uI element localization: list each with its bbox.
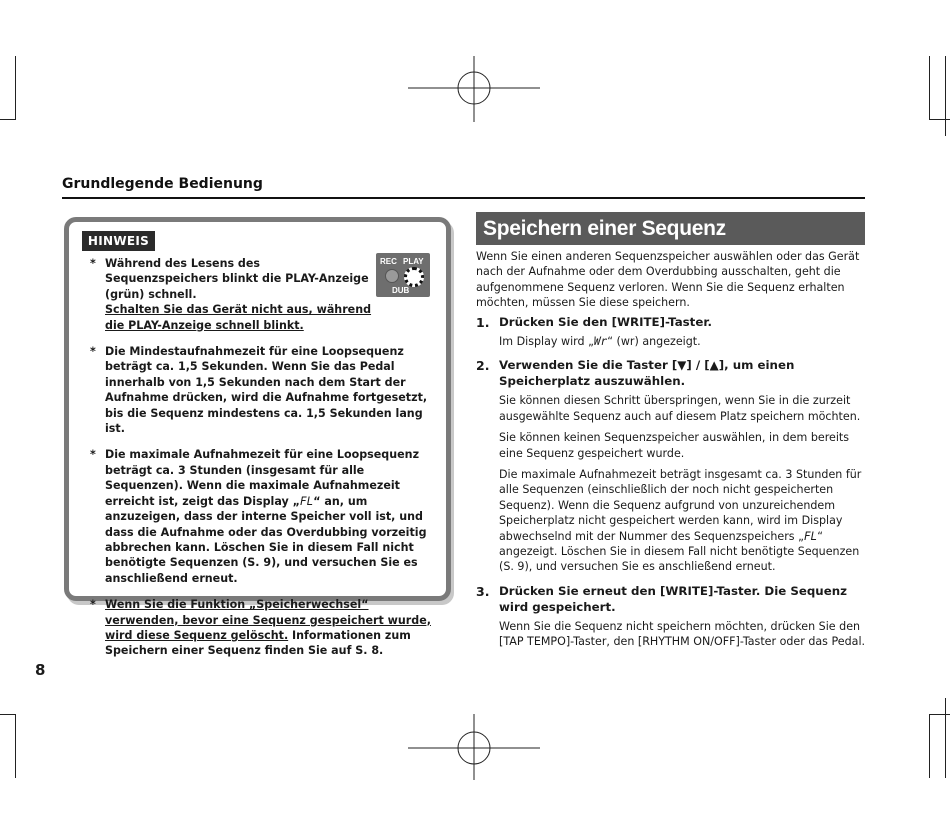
rec-label: REC — [380, 257, 397, 266]
step-title-text: ], um einen Speicherplatz auszuwählen. — [499, 358, 795, 389]
crop-mark — [929, 56, 930, 120]
crop-mark — [15, 714, 16, 778]
step-2 — [476, 357, 866, 574]
display-readout-fl: FL — [299, 494, 314, 508]
note-item — [90, 447, 432, 586]
step-paragraph: Sie können diesen Schritt überspringen, wenn Sie in die zurzeit ausgewählte Sequenz auch auf diesem Platz speichern möchten. — [499, 394, 861, 423]
crop-mark — [929, 714, 950, 715]
note-text: Informationen zum Speichern einer Sequenz finden Sie auf S. 8. — [105, 628, 411, 658]
note-list — [90, 256, 432, 670]
step-paragraph — [499, 467, 866, 575]
step-paragraph — [499, 334, 866, 349]
step-title-text: ] / [ — [686, 358, 710, 373]
step-paragraph: Wenn Sie die Sequenz nicht speichern möchten, drücken Sie den [TAP TEMPO]-Taster, den [RHYTHM ON/OFF]-Taster oder das Pedal. — [499, 619, 866, 649]
main-title: Speichern einer Sequenz — [476, 212, 865, 245]
note-text: Die maximale Aufnahmezeit für eine Loopsequenz beträgt ca. 3 Stunden (insgesamt für alle Sequenzen). Wenn die maximale Aufnahmezeit erreicht ist, zeigt das Display „ — [105, 448, 420, 508]
crop-mark — [945, 698, 946, 778]
star-bullet: * — [90, 345, 96, 359]
section-rule — [62, 197, 865, 199]
crop-mark — [0, 119, 16, 120]
note-text: “ an, um anzuzeigen, dass der interne Speicher voll ist, und dass die Aufnahme oder das Overdubbing vorzeitig abbrechen kann. Löschen Sie in diesem Fall nicht benötigte Sequenzen (S. 9), und versuchen Sie es anschließend erneut. — [105, 494, 427, 585]
step-text: “ angezeigt. Löschen Sie in diesem Fall nicht benötigte Sequenzen (S. 9), und versuchen Sie es anschließend erneut. — [499, 529, 860, 574]
step-title-text: Verwenden Sie die Taster [ — [499, 358, 678, 373]
steps-list — [476, 314, 866, 658]
step-3 — [476, 583, 866, 650]
note-text: Während des Lesens des Sequenzspeichers blinkt die PLAY-Anzeige (grün) schnell. — [105, 257, 369, 301]
note-item — [90, 597, 432, 659]
registration-mark-bottom — [408, 714, 540, 780]
display-readout-fl: FL — [803, 529, 818, 543]
crop-mark — [929, 714, 930, 778]
note-item — [90, 344, 432, 436]
display-readout-wr: Wr — [593, 335, 608, 348]
crop-mark — [945, 56, 946, 136]
star-bullet: * — [90, 598, 96, 612]
step-text: Die maximale Aufnahmezeit beträgt insgesamt ca. 3 Stunden für alle Sequenzen (einschließlich der noch nicht gespeicherten Sequenz). Wenn die Sequenz aufgrund von unzureichendem Speicherplatz nicht gespeichert werden kann, wird im Display abwechselnd mit der Nummer des Sequenzspeichers „ — [499, 468, 862, 543]
play-label: PLAY — [403, 257, 424, 266]
step-number: 1. — [476, 315, 490, 330]
triangle-up-icon: ▲ — [709, 358, 719, 373]
triangle-down-icon: ▼ — [677, 358, 687, 373]
crop-mark — [15, 56, 16, 120]
step-1 — [476, 314, 866, 349]
registration-mark-top — [408, 56, 540, 122]
note-warning-underlined: Wenn Sie die Funktion „Speicherwechsel“ verwenden, bevor eine Sequenz gespeichert wurde, wird diese Sequenz gelöscht. — [105, 598, 431, 642]
note-item — [90, 256, 375, 333]
step-title — [499, 357, 866, 389]
section-title: Grundlegende Bedienung — [62, 176, 263, 192]
step-number: 3. — [476, 583, 490, 599]
page-number: 8 — [35, 661, 46, 679]
star-bullet: * — [90, 257, 96, 270]
intro-paragraph: Wenn Sie einen anderen Sequenzspeicher auswählen oder das Gerät nach der Aufnahme oder dem Overdubbing ausschalten, geht die aufgenommene Sequenz verloren. Wenn Sie die Sequenz erhalten möchten, müssen Sie diese speichern. — [476, 250, 860, 310]
note-text: Die Mindestaufnahmezeit für eine Loopsequenz beträgt ca. 1,5 Sekunden. Wenn Sie das Pedal innerhalb von 1,5 Sekunden nach dem Start der Aufnahme drücken, wird die Aufnahme fortgesetzt, bis die Sequenz mindestens ca. 1,5 Sekunden lang ist. — [105, 345, 428, 436]
step-title: Drücken Sie den [WRITE]-Taster. — [499, 315, 712, 329]
step-text: Im Display wird „ — [499, 335, 594, 348]
step-text: “ (wr) angezeigt. — [607, 335, 701, 348]
dub-label: DUB — [392, 286, 410, 295]
crop-mark — [0, 714, 16, 715]
crop-mark — [929, 119, 950, 120]
note-warning-underlined: Schalten Sie das Gerät nicht aus, während die PLAY-Anzeige schnell blinkt. — [105, 303, 372, 332]
star-bullet: * — [90, 448, 96, 462]
step-paragraph: Sie können keinen Sequenzspeicher auswählen, in dem bereits eine Sequenz gespeichert wurde. — [499, 431, 850, 460]
note-badge: HINWEIS — [82, 231, 155, 251]
step-number: 2. — [476, 358, 490, 374]
step-title: Drücken Sie erneut den [WRITE]-Taster. Die Sequenz wird gespeichert. — [499, 583, 847, 614]
